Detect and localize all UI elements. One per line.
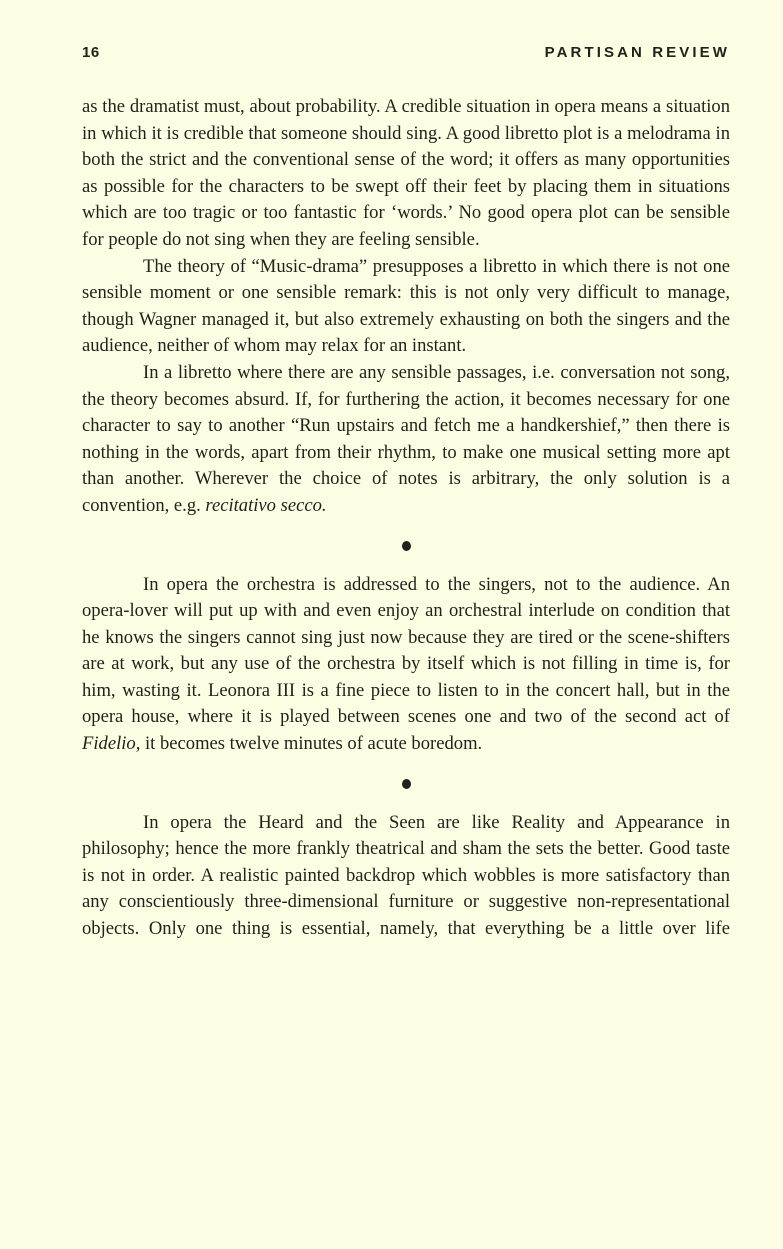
paragraph-orchestra bbox=[82, 572, 730, 758]
section-break-1 bbox=[82, 520, 730, 572]
book-page bbox=[82, 44, 730, 943]
paragraph-music-drama: The theory of “Music-drama” presupposes a libretto in which there is not one sensible moment or one sensible remark: this is not only very difficult to manage, though Wagner managed it, but also extremely exhausting on both the singers and the audience, neither of whom may relax for an instant. bbox=[82, 255, 730, 357]
section-break-2 bbox=[82, 758, 730, 810]
paragraph-recitativo-text: In a libretto where there are any sensible passages, i.e. conversation not song, the theory becomes absurd. If, for furthering the action, it becomes necessary for one character to say to another “Run upstairs and fetch me a handkershief,” then there is nothing in the words, apart from their rhythm, to make one musical setting more apt than another. Wherever the choice of notes is arbitrary, the only solution is a convention, e.g. bbox=[82, 361, 730, 516]
paragraph-orchestra-text: In opera the orchestra is addressed to the singers, not to the audience. An opera-lover will put up with and even enjoy an orchestral interlude on condition that he knows the singers cannot sing just now because they are tired or the scene-shifters are at work, but any use of the orchestra by itself which is not filling in time is, for him, wasting it. Leonora III is a fine piece to listen to in the concert hall, but in the opera house, where it is played between scenes one and two of the second act of bbox=[82, 573, 730, 728]
section-bullet-icon bbox=[402, 541, 411, 551]
paragraph-recitativo bbox=[82, 360, 730, 520]
page-number: 16 bbox=[82, 44, 100, 61]
running-head bbox=[82, 44, 730, 74]
paragraph-continued: as the dramatist must, about probability. A credible situation in opera means a situation in which it is credible that someone should sing. A good libretto plot is a melodrama in both the strict and the conventional sense of the word; it offers as many opportunities as possible for the characters to be swept off their feet by placing them in situations which are too tragic or too fantastic for ‘words.’ No good opera plot can be sensible for people do not sing when they are feeling sensible. bbox=[82, 96, 730, 250]
paragraph-orchestra-ending: it becomes twelve minutes of acute boredom. bbox=[140, 733, 483, 755]
fidelio-italic: Fidelio, bbox=[82, 733, 141, 755]
recitativo-secco-italic: recitativo secco. bbox=[205, 494, 327, 516]
section-bullet-icon bbox=[402, 779, 411, 789]
paragraph-heard-seen: In opera the Heard and the Seen are like Reality and Appearance in philosophy; hence the more frankly theatrical and sham the sets the better. Good taste is not in order. A realistic painted backdrop which wobbles is more satisfactory than any conscientiously three-dimensional furniture or suggestive non-representational objects. Only one thing is essential, namely, that everything be a little over life bbox=[82, 811, 730, 940]
journal-title: PARTISAN REVIEW bbox=[544, 44, 730, 61]
